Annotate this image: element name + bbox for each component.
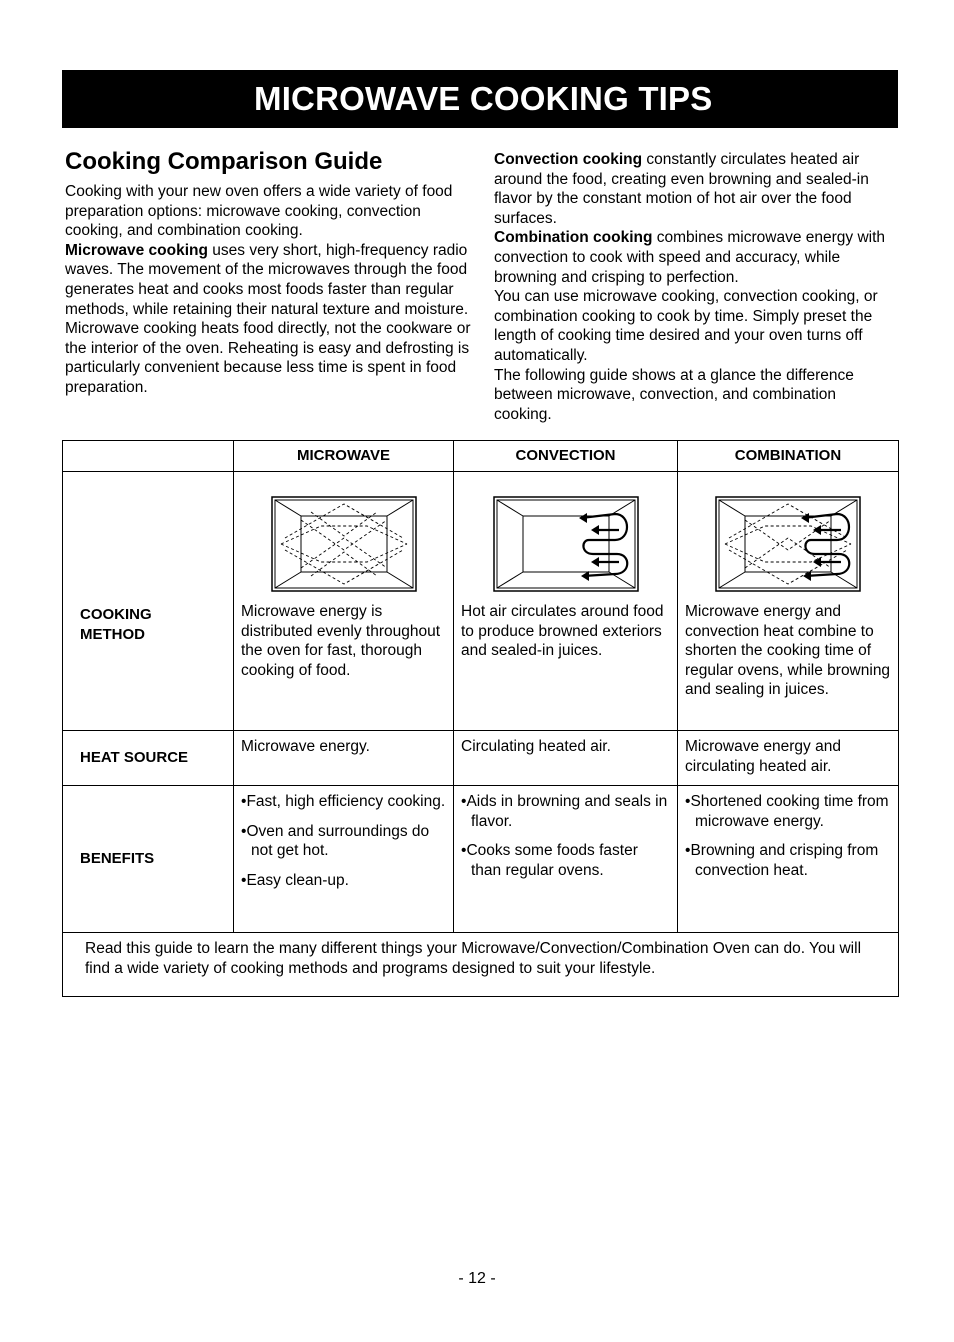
row-label-heat-source: HEAT SOURCE <box>63 731 234 786</box>
page-title: MICROWAVE COOKING TIPS <box>254 80 713 117</box>
table-row-heat-source <box>63 731 899 786</box>
list-item: • Shortened cooking time from microwave energy. <box>685 792 891 831</box>
combination-description: combines microwave energy with convection to cook with speed and accuracy, while browning and crisping to perfection. <box>494 229 886 286</box>
method-convection-text: Hot air circulates around food to produce browned exteriors and sealed-in juices. <box>461 603 664 660</box>
microwave-term: Microwave cooking <box>65 241 208 259</box>
cell-method-combination <box>678 472 899 731</box>
intro-paragraph: Cooking with your new oven offers a wide variety of food preparation options: microwave cooking, convection cooking, and combination cooking. <box>65 183 453 240</box>
row-label-cooking-method: COOKING METHOD <box>63 472 234 731</box>
table-row-cooking-method <box>63 472 899 731</box>
page-number: - 12 - <box>458 1270 496 1287</box>
convection-paragraph <box>494 150 898 228</box>
cell-benefits-microwave <box>234 786 454 933</box>
cell-heat-microwave: Microwave energy. <box>234 731 454 786</box>
header-combination: COMBINATION <box>678 441 899 472</box>
combination-paragraph <box>494 228 898 287</box>
header-empty-cell <box>63 441 234 472</box>
list-item: • Oven and surroundings do not get hot. <box>241 822 446 861</box>
list-item: • Easy clean-up. <box>241 871 446 891</box>
convection-term: Convection cooking <box>494 151 643 168</box>
table-header-row <box>63 441 899 472</box>
cell-heat-convection: Circulating heated air. <box>454 731 678 786</box>
cell-heat-combination: Microwave energy and circulating heated air. <box>678 731 899 786</box>
list-item: • Fast, high efficiency cooking. <box>241 792 446 812</box>
intro-column-left <box>65 146 471 398</box>
microwave-description: uses very short, high-frequency radio waves. The movement of the microwaves through the food generates heat and cooks most foods faster than regular methods, while retaining their natural texture and moisture. Microwave cooking heats food directly, not the cookware or the interior of the oven. Reheating is easy and defrosting is particularly convenient because less time is spent in food preparation. <box>65 241 471 396</box>
guide-paragraph: The following guide shows at a glance the difference between microwave, convection, and combination cooking. <box>494 366 854 423</box>
list-item: • Browning and crisping from convection heat. <box>685 841 891 880</box>
intro-column-right <box>494 150 898 424</box>
convection-oven-diagram-icon <box>493 496 639 592</box>
list-item: • Aids in browning and seals in flavor. <box>461 792 670 831</box>
list-item: • Cooks some foods faster than regular ovens. <box>461 841 670 880</box>
microwave-oven-diagram-icon <box>271 496 417 592</box>
convection-description: constantly circulates heated air around the food, creating even browning and sealed-in flavor by the constant motion of hot air over the food surfaces. <box>494 151 869 227</box>
combination-oven-diagram-icon <box>715 496 861 592</box>
microwave-paragraph <box>65 241 471 398</box>
header-convection: CONVECTION <box>454 441 678 472</box>
cell-benefits-combination <box>678 786 899 933</box>
method-combination-text: Microwave energy and convection heat combine to shorten the cooking time of regular ovens, while browning and sealing in juices. <box>685 603 891 699</box>
combination-term: Combination cooking <box>494 229 653 247</box>
row-label-benefits: BENEFITS <box>63 786 234 933</box>
comparison-table <box>62 440 899 997</box>
section-heading: Cooking Comparison Guide <box>65 148 383 175</box>
header-microwave: MICROWAVE <box>234 441 454 472</box>
table-row-benefits <box>63 786 899 933</box>
page-banner <box>62 70 898 128</box>
cook-by-time-paragraph: You can use microwave cooking, convection cooking, or combination cooking to cook by time. Simply preset the length of cooking time desired and your oven turns off automatically. <box>494 288 878 364</box>
table-footer-note: Read this guide to learn the many different things your Microwave/Convection/Combination Oven can do. You will find a wide variety of cooking methods and programs designed to suit your lifestyle. <box>63 933 899 997</box>
cell-method-microwave <box>234 472 454 731</box>
table-footer-row <box>63 933 899 997</box>
cell-benefits-convection <box>454 786 678 933</box>
method-microwave-text: Microwave energy is distributed evenly throughout the oven for fast, thorough cooking of food. <box>241 603 441 679</box>
cell-method-convection <box>454 472 678 731</box>
